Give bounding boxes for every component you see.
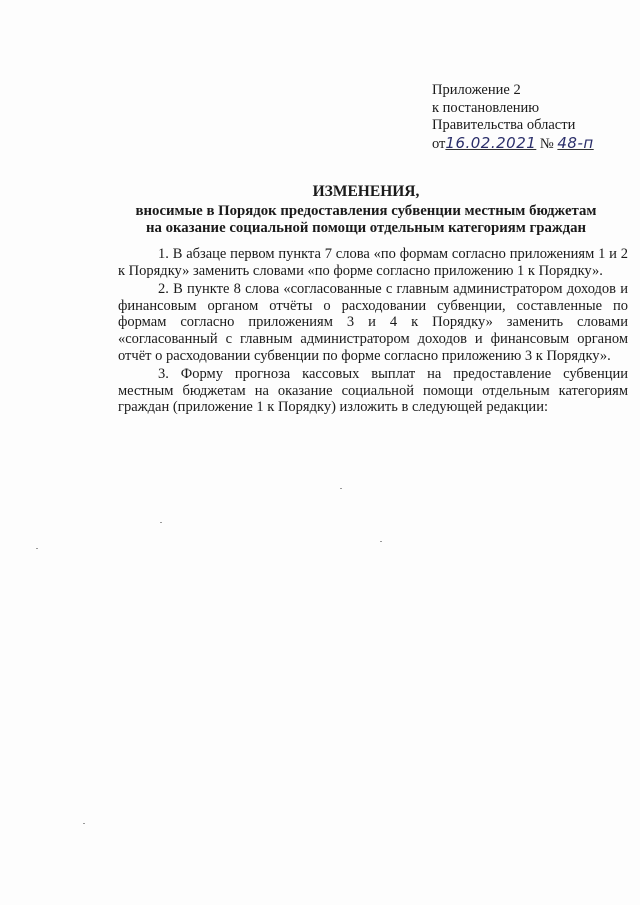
from-prefix: от [432, 135, 446, 152]
number-sign: № [539, 135, 554, 152]
scan-speck [380, 541, 382, 542]
document-subtitle-line-2: на оказание социальной помощи отдельным категориям граждан [145, 220, 587, 236]
appendix-line-2: к постановлению [432, 99, 540, 116]
appendix-date-line [432, 135, 594, 154]
handwritten-date: 16.02.2021 [445, 133, 537, 152]
paragraph-3: 3. Форму прогноза кассовых выплат на предоставление субвенции местным бюджетам на оказание социальной помощи отдельным категориям граждан (приложение 1 к Порядку) изложить в следующей редакции: [118, 366, 628, 416]
document-title: ИЗМЕНЕНИЯ, [312, 183, 420, 200]
appendix-block [432, 82, 594, 153]
paragraph-2: 2. В пункте 8 слова «согласованные с главным администратором доходов и финансовым органом отчёты о расходовании субвенции, составленные по формам согласно приложениям 3 и 4 к Порядку» заменить словами «согласованный с главным администратором доходов и финансовым органом отчёт о расходовании субвенции по форме согласно приложению 3 к Порядку». [118, 281, 628, 364]
scan-speck [83, 823, 85, 824]
appendix-line-1: Приложение 2 [432, 82, 521, 98]
document-body [118, 246, 628, 418]
appendix-line-3: Правительства области [432, 117, 576, 133]
scan-speck [36, 548, 38, 549]
scan-speck [340, 488, 342, 489]
handwritten-number: 48-п [557, 133, 594, 152]
document-subtitle-line-1: вносимые в Порядок предоставления субвенции местным бюджетам [135, 203, 597, 219]
scan-speck [160, 522, 162, 523]
paragraph-1: 1. В абзаце первом пункта 7 слова «по формам согласно приложениям 1 и 2 к Порядку» заменить словами «по форме согласно приложению 1 к Порядку». [118, 246, 628, 279]
